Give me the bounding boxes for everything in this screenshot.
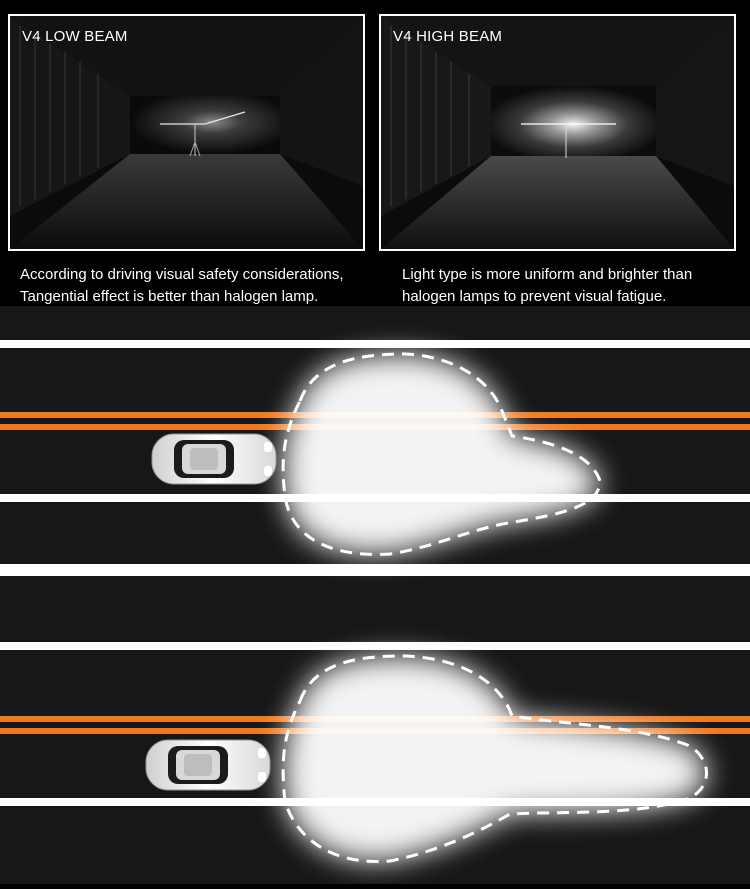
high-beam-caption-line-1: Light type is more uniform and brighter than [402,266,693,283]
car-top-view-1 [152,434,276,484]
lane-line-white-top-1 [0,340,750,348]
high-beam-caption [402,264,742,308]
low-beam-label: V4 LOW BEAM [22,28,128,45]
beam-pattern-illustration [0,306,750,884]
low-beam-caption-line-1: According to driving visual safety considerations, [20,266,344,283]
low-beam-photo [8,14,365,251]
low-beam-garage-scene [10,16,363,249]
high-beam-photo [379,14,736,251]
high-beam-label: V4 HIGH BEAM [393,28,503,45]
low-beam-caption-line-2: Tangential effect is better than halogen lamp. [20,288,319,305]
lane-line-white-bottom-1 [0,642,750,650]
lane-divider-white [0,564,750,576]
road-diagram [0,306,750,884]
high-beam-garage-scene [381,16,734,249]
low-beam-caption [20,264,380,308]
high-beam-caption-line-2: halogen lamps to prevent visual fatigue. [402,288,667,305]
car-top-view-2 [146,740,270,790]
